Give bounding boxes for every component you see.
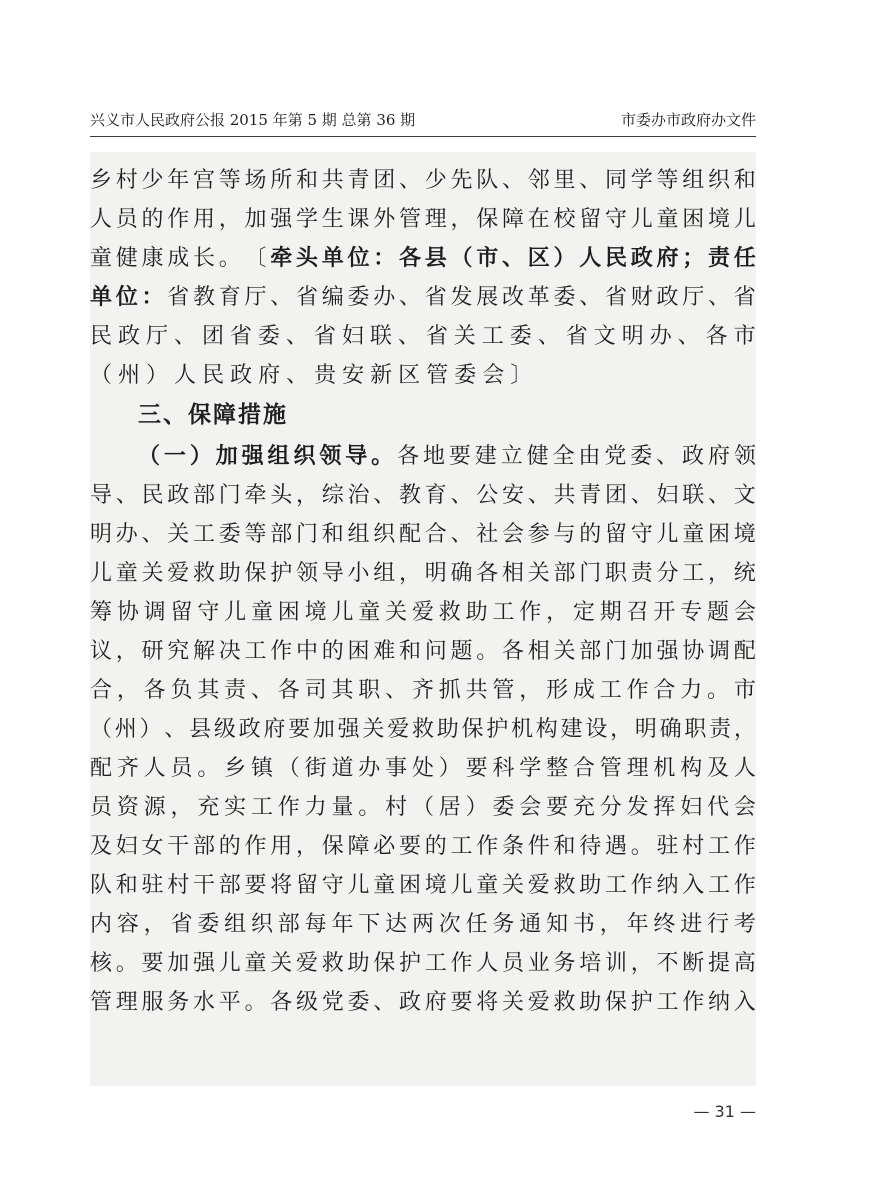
document-body — [90, 152, 756, 1086]
body-line: 导 、 民 政 部 门 牵 头 ， 综 治 、 教 育 、 公 安 、 共 青 团 、 妇 联 、 文 — [90, 483, 756, 508]
document-category: 市委办市政府办文件 — [620, 111, 756, 129]
body-line: 配 齐 人 员 。 乡 镇 （ 街 道 办 事 处 ） 要 科 学 整 合 管 理 机 构 及 人 — [90, 756, 756, 781]
body-line: 员 资 源 ， 充 实 工 作 力 量 。 村 （ 居 ） 委 会 要 充 分 发 挥 妇 代 会 — [90, 795, 756, 820]
body-line: 管 理 服 务 水 平 。 各 级 党 委 、 政 府 要 将 关 爱 救 助 保 护 工 作 纳 入 — [90, 990, 756, 1015]
body-line: 儿 童 关 爱 救 助 保 护 领 导 小 组 ， 明 确 各 相 关 部 门 职 责 分 工 ， 统 — [90, 561, 756, 586]
body-line: （ 一 ） 加 强 组 织 领 导 。 各 地 要 建 立 健 全 由 党 委 、 政 府 领 — [138, 444, 756, 469]
body-line: （ 州 ） 、 县 级 政 府 要 加 强 关 爱 救 助 保 护 机 构 建 设 ， 明 确 职 责 ， — [90, 717, 756, 742]
body-line: 明 办 、 关 工 委 等 部 门 和 组 织 配 合 、 社 会 参 与 的 留 守 儿 童 困 境 — [90, 522, 756, 547]
section-heading: 三 、 保 障 措 施 — [138, 402, 286, 428]
gazette-issue-title: 兴义市人民政府公报 2015 年第 5 期 总第 36 期 — [90, 111, 416, 129]
body-line: 民 政 厅 、 团 省 委 、 省 妇 联 、 省 关 工 委 、 省 文 明 办 、 各 市 — [90, 324, 756, 349]
body-line: 童 健 康 成 长 。 〔 牵 头 单 位 ： 各 县 （ 市 、 区 ） 人 民 政 府 ； 责 任 — [90, 246, 756, 271]
body-line: 及 妇 女 干 部 的 作 用 ， 保 障 必 要 的 工 作 条 件 和 待 遇 。 驻 村 工 作 — [90, 834, 756, 859]
body-line: （ 州 ） 人 民 政 府 、 贵 安 新 区 管 委 会 〕 — [90, 363, 533, 388]
body-line: 人 员 的 作 用 ， 加 强 学 生 课 外 管 理 ， 保 障 在 校 留 守 儿 童 困 境 儿 — [90, 207, 756, 232]
body-line: 乡 村 少 年 宫 等 场 所 和 共 青 团 、 少 先 队 、 邻 里 、 同 学 等 组 织 和 — [90, 168, 756, 193]
body-line: 筹 协 调 留 守 儿 童 困 境 儿 童 关 爱 救 助 工 作 ， 定 期 召 开 专 题 会 — [90, 600, 756, 625]
body-line: 内 容 ， 省 委 组 织 部 每 年 下 达 两 次 任 务 通 知 书 ， 年 终 进 行 考 — [90, 912, 756, 937]
body-line: 单 位 ： 省 教 育 厅 、 省 编 委 办 、 省 发 展 改 革 委 、 省 财 政 厅 、 省 — [90, 285, 756, 310]
header-divider — [90, 136, 756, 137]
body-line: 核 。 要 加 强 儿 童 关 爱 救 助 保 护 工 作 人 员 业 务 培 训 ， 不 断 提 高 — [90, 951, 756, 976]
body-line: 合 ， 各 负 其 责 、 各 司 其 职 、 齐 抓 共 管 ， 形 成 工 作 合 力 。 市 — [90, 678, 756, 703]
body-line: 议 ， 研 究 解 决 工 作 中 的 困 难 和 问 题 。 各 相 关 部 门 加 强 协 调 配 — [90, 639, 756, 664]
body-line: 队 和 驻 村 干 部 要 将 留 守 儿 童 困 境 儿 童 关 爱 救 助 工 作 纳 入 工 作 — [90, 873, 756, 898]
page-header — [90, 108, 756, 132]
page-number: — 31 — — [693, 1102, 756, 1121]
